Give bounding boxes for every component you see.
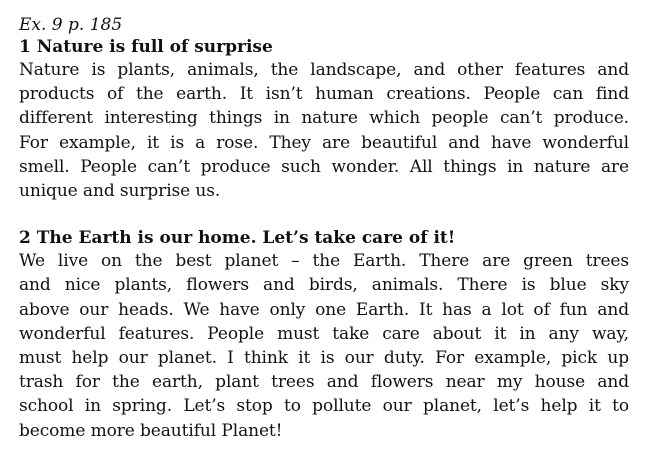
text-line: smell. People can’t produce such wonder. All things in nature are — [19, 156, 629, 177]
section-2-heading: 2 The Earth is our home. Let’s take care of it! — [19, 228, 456, 249]
text-line: different interesting things in nature which people can’t produce. — [19, 108, 629, 129]
text-line: For example, it is a rose. They are beautiful and have wonderful — [19, 132, 629, 153]
text-line: must help our planet. I think it is our duty. For example, pick up — [19, 348, 629, 369]
text-line: and nice plants, flowers and birds, animals. There is blue sky — [19, 275, 629, 296]
text-line: become more beautiful Planet! — [19, 420, 283, 441]
text-line: school in spring. Let’s stop to pollute our planet, let’s help it to — [19, 396, 629, 417]
text-line: We live on the best planet – the Earth. There are green trees — [19, 251, 629, 272]
section-gap — [19, 203, 629, 227]
document-page — [19, 14, 629, 443]
text-line: products of the earth. It isn’t human creations. People can find — [19, 84, 629, 105]
section-1 — [19, 36, 629, 203]
text-line: above our heads. We have only one Earth. It has a lot of fun and — [19, 299, 629, 320]
exercise-reference: Ex. 9 p. 185 — [19, 15, 123, 35]
section-1-heading: 1 Nature is full of surprise — [19, 37, 273, 57]
text-line: trash for the earth, plant trees and flowers near my house and — [19, 372, 629, 393]
section-2-paragraph — [19, 249, 629, 443]
text-line: unique and surprise us. — [19, 181, 221, 202]
section-1-paragraph — [19, 58, 629, 203]
text-line: Nature is plants, animals, the landscape, and other features and — [19, 60, 629, 80]
text-line: wonderful features. People must take care about it in any way, — [19, 323, 629, 344]
section-2 — [19, 227, 629, 443]
